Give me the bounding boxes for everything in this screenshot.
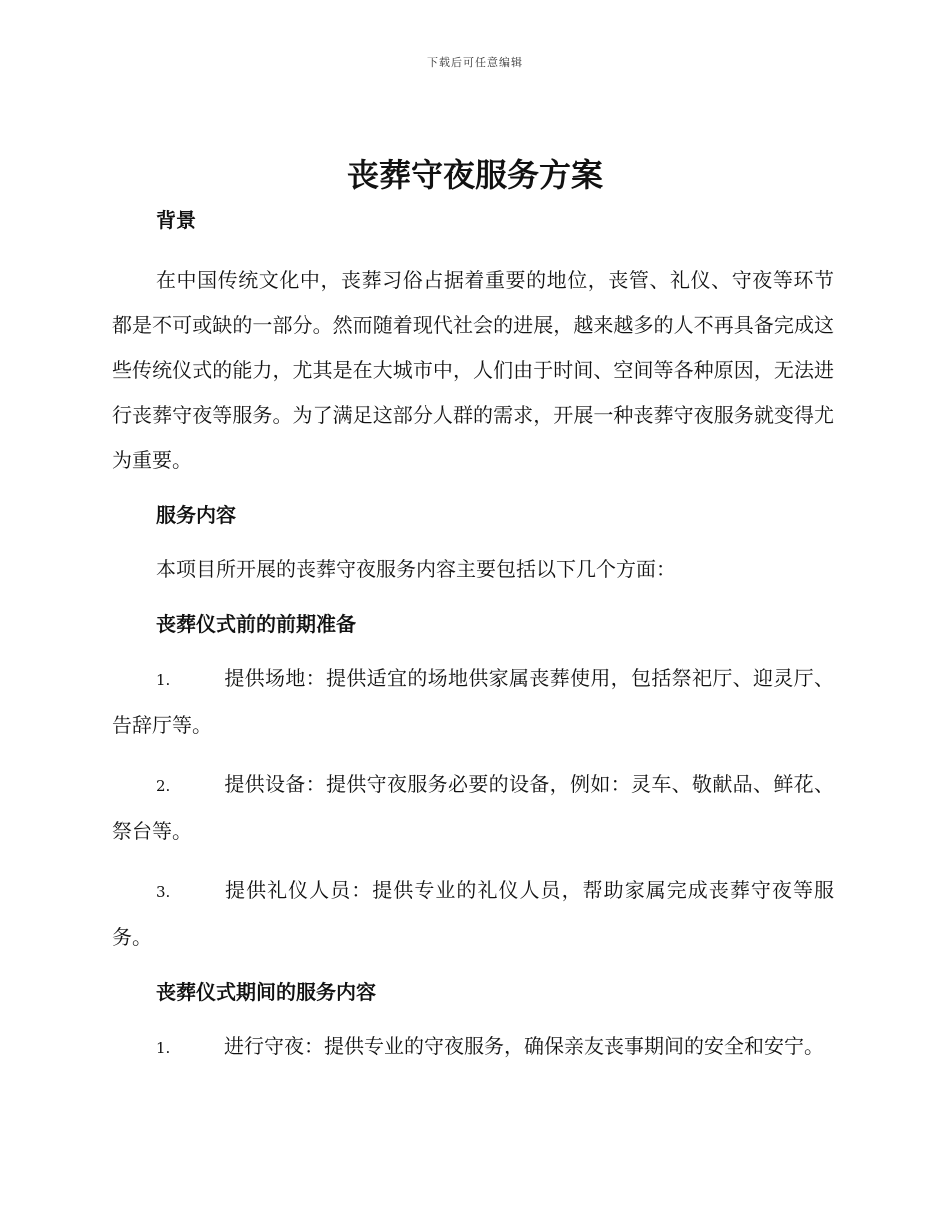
list-item-number: 1. xyxy=(156,671,171,689)
document-title: 丧葬守夜服务方案 xyxy=(346,156,603,194)
background-paragraph: 在中国传统文化中，丧葬习俗占据着重要的地位，丧管、礼仪、守夜等环节都是不可或缺的一部分。然而随着现代社会的进展，越来越多的人不再具备完成这些传统仪式的能力，尤其是在大城市中，人们由于时间、空间等各种原因，无法进行丧葬守夜等服务。为了满足这部分人群的需求，开展一种丧葬守夜服务就变得尤为重要。 xyxy=(112,268,834,472)
service-intro-paragraph: 本项目所开展的丧葬守夜服务内容主要包括以下几个方面： xyxy=(156,557,676,581)
header-note: 下载后可任意编辑 xyxy=(427,56,523,69)
list-item-number: 1. xyxy=(156,1039,171,1057)
list-item-number: 2. xyxy=(156,777,171,795)
section-heading-during-ceremony: 丧葬仪式期间的服务内容 xyxy=(156,980,376,1004)
list-item xyxy=(112,762,834,854)
list-item-text: 提供场地：提供适宜的场地供家属丧葬使用，包括祭祀厅、迎灵厅、告辞厅等。 xyxy=(112,666,834,737)
document-body xyxy=(112,202,834,1071)
list-item xyxy=(112,868,834,960)
list-item xyxy=(112,656,834,748)
section-heading-background: 背景 xyxy=(156,208,196,232)
list-item-number: 3. xyxy=(156,883,171,901)
list-item-text: 提供设备：提供守夜服务必要的设备，例如：灵车、敬献品、鲜花、祭台等。 xyxy=(112,772,834,843)
section-heading-pre-ceremony: 丧葬仪式前的前期准备 xyxy=(156,612,356,636)
list-item-text: 进行守夜：提供专业的守夜服务，确保亲友丧事期间的安全和安宁。 xyxy=(224,1034,824,1058)
list-item-text: 提供礼仪人员：提供专业的礼仪人员，帮助家属完成丧葬守夜等服务。 xyxy=(112,878,834,949)
list-item xyxy=(112,1024,834,1071)
section-heading-service-content: 服务内容 xyxy=(156,503,236,527)
